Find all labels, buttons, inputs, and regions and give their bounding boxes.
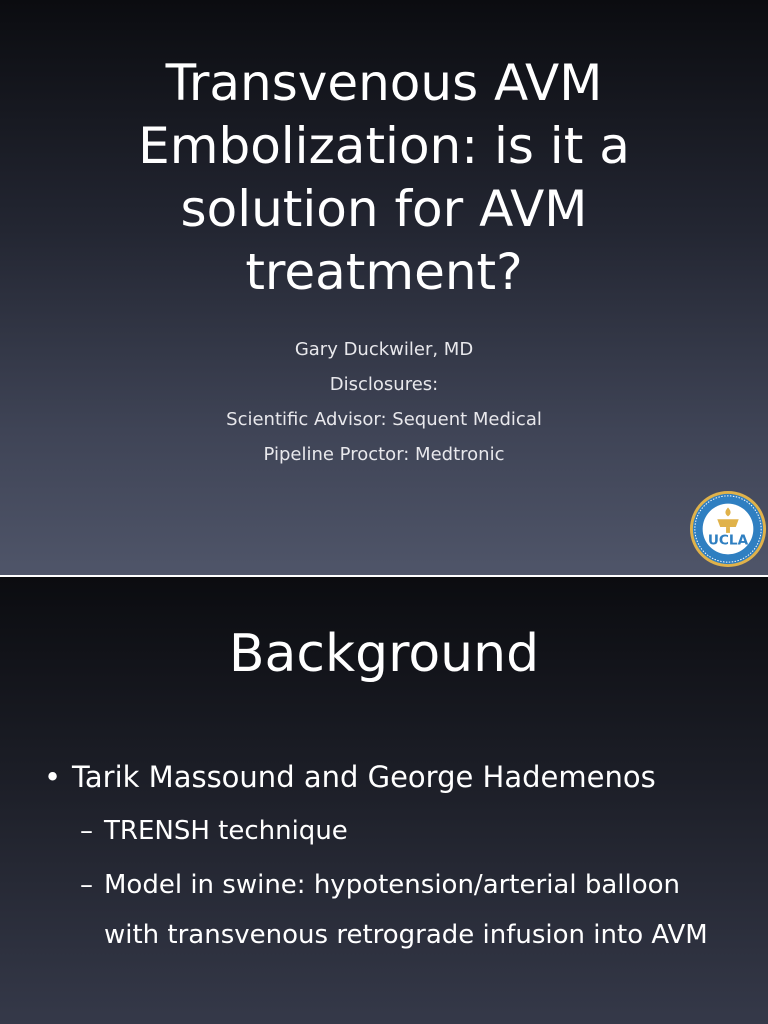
disclosure-item: Scientific Advisor: Sequent Medical <box>226 409 542 430</box>
sub-bullet-text: TRENSH technique <box>104 816 348 846</box>
bullet-list <box>0 752 768 960</box>
bullet-marker: • <box>44 760 62 794</box>
disclosures-heading: Disclosures: <box>329 374 439 395</box>
ucla-seal-logo <box>689 490 767 568</box>
author-disclosures <box>100 335 668 475</box>
list-item <box>0 752 768 802</box>
author-name: Gary Duckwiler, MD <box>294 339 474 360</box>
title-line: Transvenous AVM <box>165 54 603 112</box>
sub-bullet-text: Model in swine: hypotension/arterial balloon with transvenous retrograde infusion into AVM <box>104 870 708 950</box>
title-line: Embolization: is it a <box>138 117 630 175</box>
slide-title <box>60 52 708 304</box>
list-item <box>0 860 768 960</box>
dash-marker: – <box>80 870 93 900</box>
logo-text: UCLA <box>707 532 749 549</box>
bullet-text: Tarik Massound and George Hademenos <box>72 760 656 794</box>
title-line: treatment? <box>245 243 523 301</box>
dash-marker: – <box>80 816 93 846</box>
slide-title: Background <box>228 624 540 684</box>
disclosure-item: Pipeline Proctor: Medtronic <box>263 444 505 465</box>
title-line: solution for AVM <box>180 180 588 238</box>
list-item <box>0 806 768 856</box>
